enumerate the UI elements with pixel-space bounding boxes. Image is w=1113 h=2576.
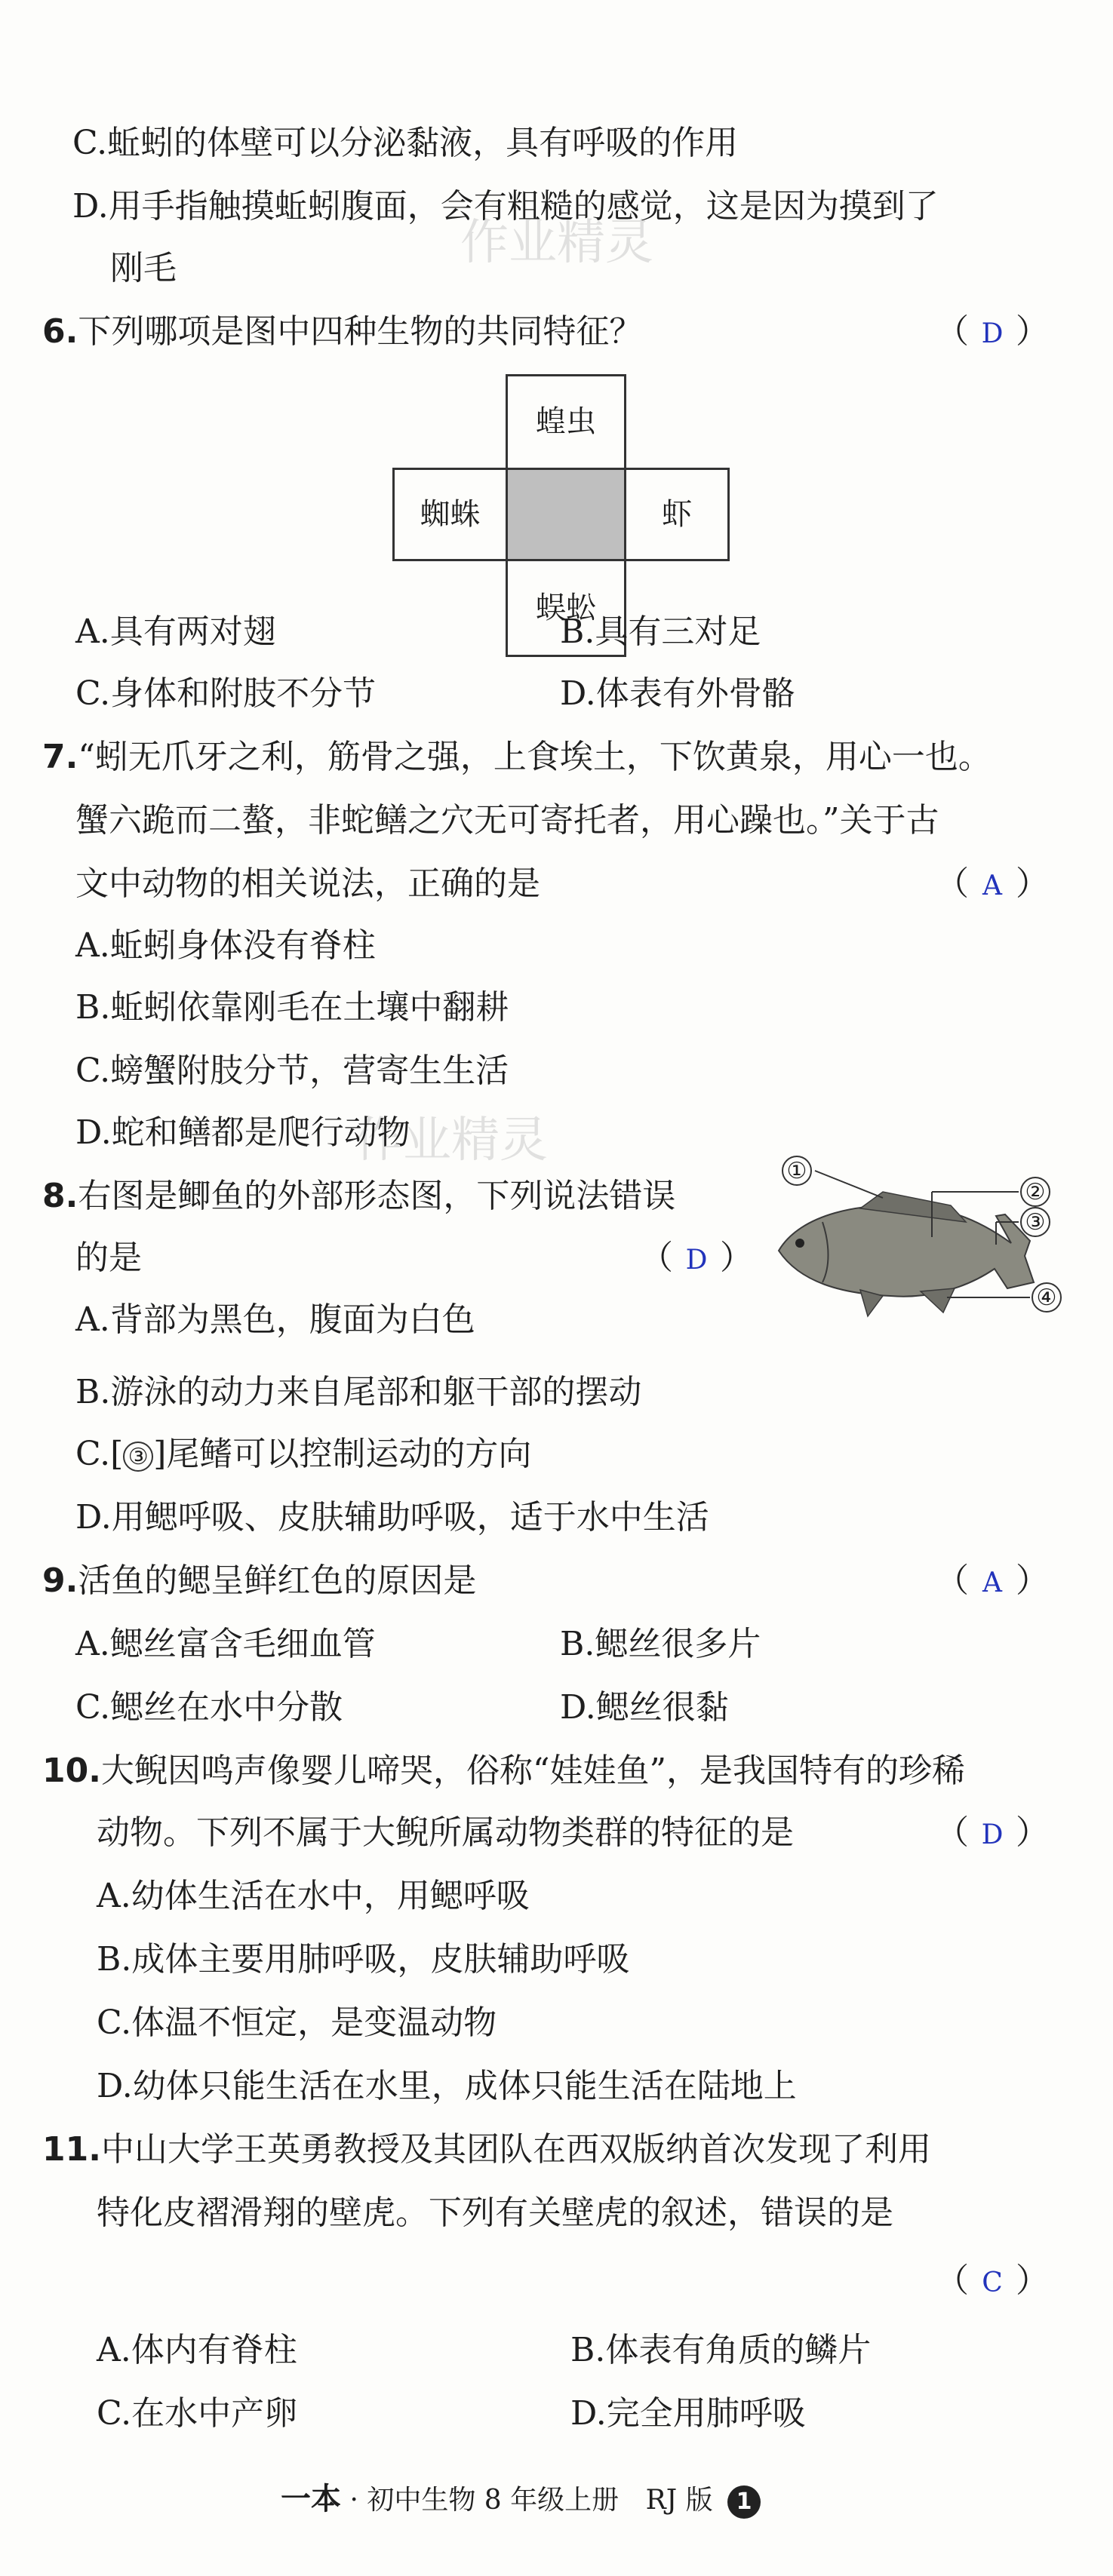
q8-answer-value: D — [685, 1245, 708, 1276]
q10-stem-1 — [42, 1749, 965, 1794]
q11-stem-2: 特化皮褶滑翔的壁虎。下列有关壁虎的叙述，错误的是 — [97, 2194, 893, 2232]
q9-answer: （ A ） — [936, 1558, 1049, 1606]
q9-option-d: D.鳃丝很黏 — [560, 1688, 729, 1727]
q6-option-c: C.身体和附肢不分节 — [75, 674, 377, 713]
q8-fish-figure — [770, 1158, 1071, 1335]
q8-option-c — [75, 1432, 531, 1477]
footer-edition: RJ 版 — [645, 2485, 713, 2516]
q10-answer-value: D — [981, 1819, 1004, 1850]
q6-option-b: B.具有三对足 — [560, 613, 761, 651]
page-footer — [281, 2480, 761, 2519]
q10-stem-text-1: 大鲵因鸣声像婴儿啼哭，俗称“娃娃鱼”，是我国特有的珍稀 — [100, 1752, 965, 1790]
watermark: 作业精灵 — [355, 1113, 548, 1168]
q7-stem-text-1: “蚓无爪牙之利，筋骨之强，上食埃土，下饮黄泉，用心一也。 — [78, 738, 992, 776]
q9-option-b: B.鳃丝很多片 — [560, 1625, 761, 1663]
q6-stem-text: 下列哪项是图中四种生物的共同特征？ — [78, 312, 643, 351]
fish-label-1: ① — [782, 1156, 812, 1186]
q8-option-a: A.背部为黑色，腹面为白色 — [75, 1300, 475, 1339]
q11-stem-text-1: 中山大学王英勇教授及其团队在西双版纳首次发现了利用 — [100, 2130, 931, 2169]
q11-number: 11. — [42, 2130, 101, 2169]
q6-cell-top — [506, 374, 626, 470]
q9-stem-text: 活鱼的鳃呈鲜红色的原因是 — [78, 1561, 477, 1600]
fish-label-4: ④ — [1032, 1282, 1062, 1313]
q11-option-c: C.在水中产卵 — [97, 2394, 298, 2433]
q7-number: 7. — [42, 738, 78, 776]
q9-stem — [42, 1558, 476, 1604]
q8-option-b: B.游泳的动力来自尾部和躯干部的摆动 — [75, 1373, 642, 1411]
q7-answer-value: A — [982, 870, 1002, 901]
q6-stem — [42, 309, 642, 355]
q7-stem-1 — [42, 735, 992, 780]
q10-option-a: A.幼体生活在水中，用鳃呼吸 — [97, 1877, 530, 1915]
q8-stem-2: 的是 — [75, 1239, 142, 1277]
footer-brand: 一本 — [281, 2481, 341, 2516]
q6-option-d: D.体表有外骨骼 — [560, 674, 795, 713]
q9-answer-value: A — [982, 1567, 1002, 1598]
fish-label-3: ③ — [1020, 1207, 1050, 1237]
q11-option-b: B.体表有角质的鳞片 — [570, 2331, 872, 2369]
q9-number: 9. — [42, 1561, 78, 1600]
q10-option-d: D.幼体只能生活在水里，成体只能生活在陆地上 — [97, 2067, 797, 2105]
q10-option-b: B.成体主要用肺呼吸，皮肤辅助呼吸 — [97, 1940, 630, 1979]
q11-option-d: D.完全用肺呼吸 — [570, 2394, 806, 2433]
q8-option-d: D.用鳃呼吸、皮肤辅助呼吸，适于水中生活 — [75, 1498, 709, 1537]
q9-option-c: C.鳃丝在水中分散 — [75, 1688, 343, 1727]
q8-number: 8. — [42, 1177, 78, 1215]
footer-dot: · — [349, 2485, 358, 2516]
q11-answer-value: C — [982, 2267, 1003, 2298]
q5-option-d-cont: 刚毛 — [110, 249, 177, 287]
page-number: 1 — [727, 2485, 761, 2519]
watermark: 作业精灵 — [460, 215, 653, 271]
q6-label-top: 蝗虫 — [536, 404, 596, 439]
footer-book-title: 初中生物 8 年级上册 — [367, 2485, 620, 2516]
q6-label-left: 蜘蛛 — [420, 497, 481, 532]
q6-center-cell — [506, 468, 626, 561]
q10-answer: （ D ） — [936, 1810, 1049, 1858]
q10-number: 10. — [42, 1752, 101, 1790]
q5-option-c: C.蚯蚓的体壁可以分泌黏液，具有呼吸的作用 — [72, 124, 739, 162]
q6-cell-right — [624, 468, 730, 561]
q6-number: 6. — [42, 312, 78, 351]
q7-option-d: D.蛇和鳝都是爬行动物 — [75, 1113, 410, 1152]
q6-label-right: 虾 — [662, 497, 692, 532]
q6-label-bottom: 蜈蚣 — [536, 591, 596, 625]
q6-option-a: A.具有两对翅 — [75, 613, 276, 651]
q10-option-c: C.体温不恒定，是变温动物 — [97, 2003, 497, 2042]
q6-answer-value: D — [981, 318, 1004, 349]
q11-answer: （ C ） — [936, 2258, 1049, 2306]
q8-stem-text-1: 右图是鲫鱼的外部形态图，下列说法错误 — [78, 1177, 676, 1215]
q8-option-c-pre: C.[ — [75, 1435, 124, 1473]
q11-stem-1 — [42, 2127, 931, 2172]
q8-option-c-mark: ③ — [123, 1442, 153, 1472]
q5-option-d: D.用手指触摸蚯蚓腹面，会有粗糙的感觉，这是因为摸到了 — [72, 187, 939, 226]
fish-label-2: ② — [1020, 1177, 1050, 1207]
q7-option-b: B.蚯蚓依靠刚毛在土壤中翻耕 — [75, 988, 509, 1027]
q9-option-a: A.鳃丝富含毛细血管 — [75, 1625, 376, 1663]
q10-stem-2: 动物。下列不属于大鲵所属动物类群的特征的是 — [97, 1813, 794, 1852]
q6-cell-left — [392, 468, 508, 561]
q8-stem-1 — [42, 1174, 675, 1219]
q11-option-a: A.体内有脊柱 — [97, 2331, 297, 2369]
q6-answer: （ D ） — [936, 309, 1049, 357]
q7-stem-3: 文中动物的相关说法，正确的是 — [75, 864, 540, 903]
q7-option-a: A.蚯蚓身体没有脊柱 — [75, 926, 376, 965]
q8-answer: （ D ） — [640, 1236, 753, 1283]
q8-option-c-post: ]尾鳍可以控制运动的方向 — [153, 1435, 532, 1473]
q7-stem-2: 蟹六跪而二螯，非蛇鳝之穴无可寄托者，用心躁也。”关于古 — [75, 801, 939, 840]
q7-option-c: C.螃蟹附肢分节，营寄生生活 — [75, 1052, 509, 1090]
q7-answer: （ A ） — [936, 861, 1049, 909]
